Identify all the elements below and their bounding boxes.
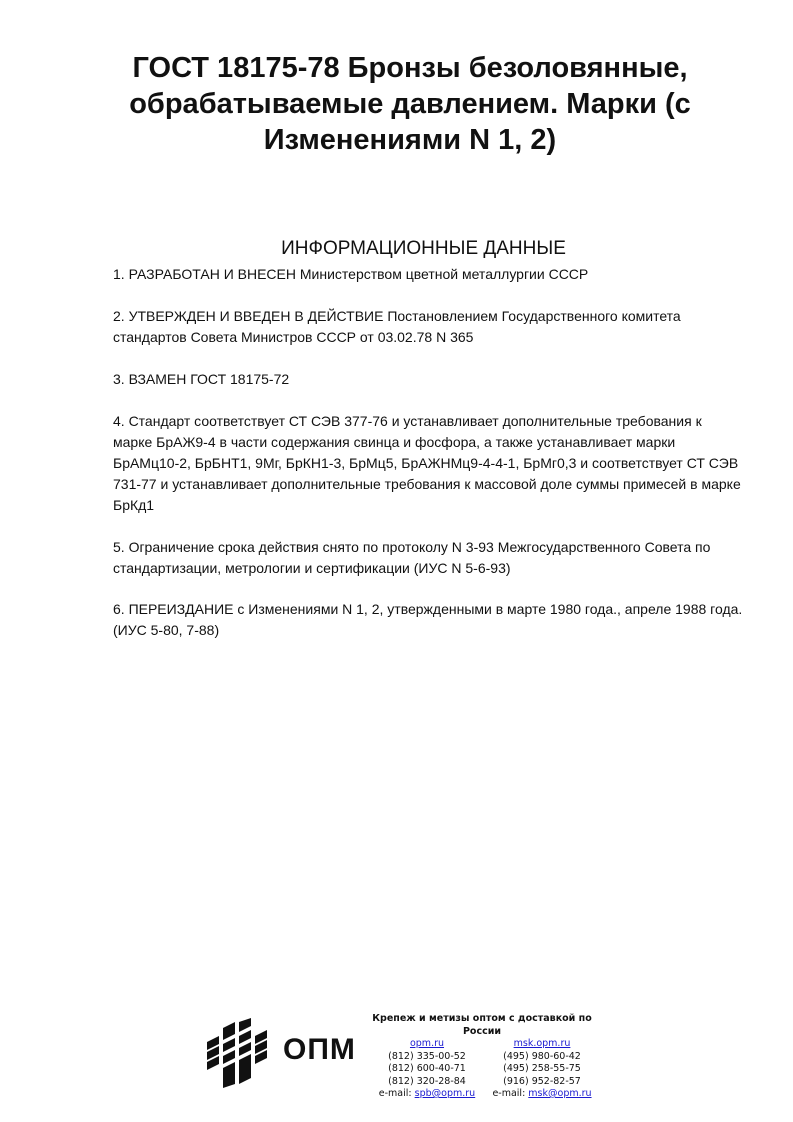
msk-phone: (916) 952-82-57 — [503, 1075, 581, 1087]
paragraph-5: 5. Ограничение срока действия снято по протоколу N 3-93 Межгосударственного Совета по стандартизации, метрологии и сертификации (ИУС N 5-6-93) — [113, 539, 711, 576]
logo-text: ОПМ — [283, 1033, 356, 1066]
paragraph-4: 4. Стандарт соответствует СТ СЭВ 377-76 и устанавливает дополнительные требования к марке БрАЖ9-4 в части содержания свинца и фосфора, а также устанавливает марки БрАМц10-2, БрБНТ1, 9Мг, БрКН1-3, БрМц5, БрАЖНМц9-4-4-1, БрМг0,3 и соответствует СТ СЭВ 731-77 и устанавливает дополнительные требования к массовой доле суммы примесей в марке БрКд1 — [113, 413, 741, 513]
msk-phone: (495) 258-55-75 — [503, 1063, 581, 1074]
spb-email-link[interactable]: spb@opm.ru — [414, 1088, 476, 1099]
spb-email-label: e-mail: — [378, 1088, 412, 1099]
contacts-block — [367, 1013, 597, 1101]
section-heading: ИНФОРМАЦИОННЫЕ ДАННЫЕ — [281, 238, 566, 259]
spb-phone: (812) 600-40-71 — [388, 1063, 466, 1074]
spb-phone: (812) 320-28-84 — [388, 1075, 466, 1087]
msk-email-link[interactable]: msk@opm.ru — [528, 1088, 592, 1099]
document-title: ГОСТ 18175-78 Бронзы безоловянные, обрабатываемые давлением. Марки (с Изменениями N 1, 2) — [129, 52, 691, 156]
msk-phone: (495) 980-60-42 — [503, 1050, 581, 1062]
opm-logo-icon — [205, 1018, 269, 1088]
msk-site-link[interactable]: msk.opm.ru — [513, 1038, 571, 1049]
spb-phone: (812) 335-00-52 — [388, 1050, 466, 1062]
paragraph-3: 3. ВЗАМЕН ГОСТ 18175-72 — [113, 371, 290, 387]
footer — [205, 1013, 605, 1099]
contacts-heading: Крепеж и метизы оптом с доставкой по России — [372, 1013, 592, 1037]
msk-contacts — [487, 1038, 597, 1101]
spb-contacts — [367, 1038, 487, 1101]
spb-site-link[interactable]: opm.ru — [409, 1038, 445, 1049]
msk-email-label: e-mail: — [492, 1088, 526, 1099]
paragraph-6: 6. ПЕРЕИЗДАНИЕ с Изменениями N 1, 2, утвержденными в марте 1980 года., апреле 1988 года. (ИУС 5-80, 7-88) — [113, 601, 743, 638]
paragraph-2: 2. УТВЕРЖДЕН И ВВЕДЕН В ДЕЙСТВИЕ Постановлением Государственного комитета стандартов Совета Министров СССР от 03.02.78 N 365 — [113, 308, 681, 345]
paragraph-1: 1. РАЗРАБОТАН И ВНЕСЕН Министерством цветной металлургии СССР — [113, 266, 589, 282]
